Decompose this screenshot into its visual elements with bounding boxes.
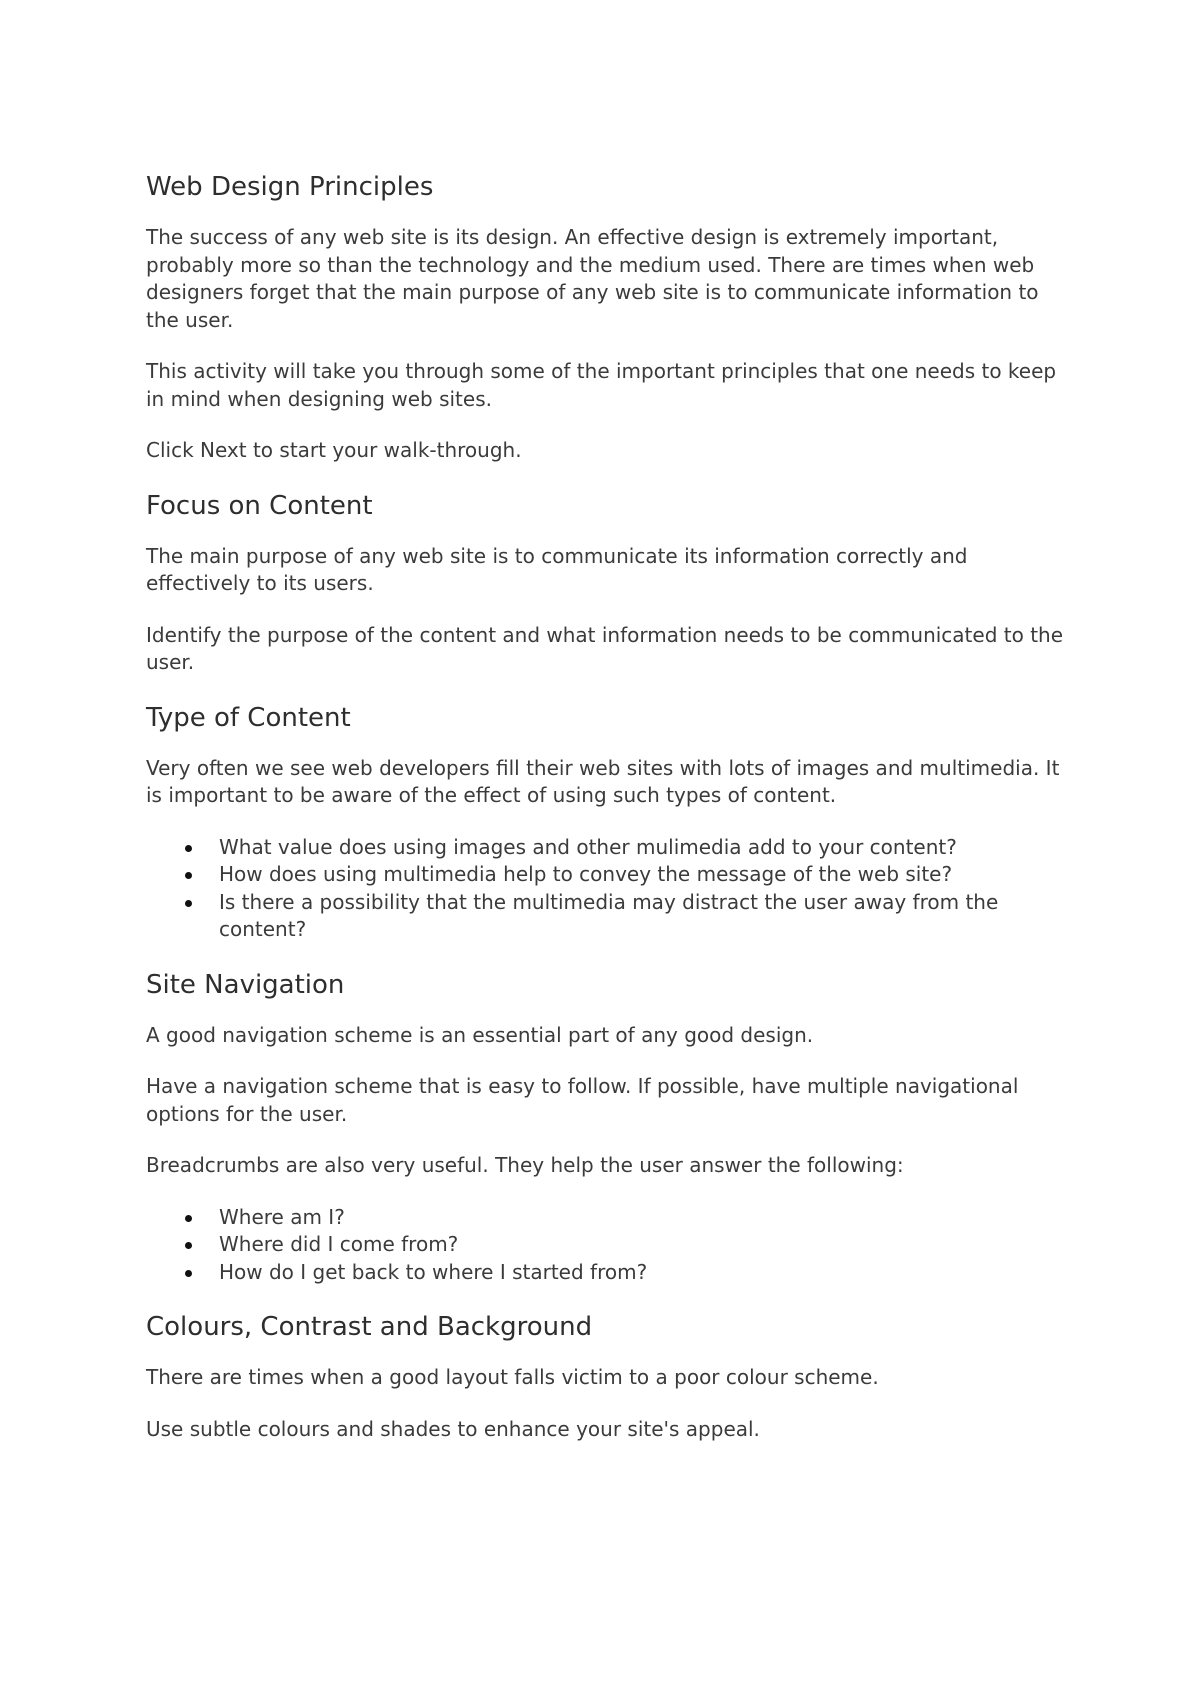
list-item: Where am I? bbox=[219, 1204, 1066, 1232]
section-focus-on-content bbox=[146, 489, 1066, 677]
section-web-design-principles bbox=[146, 170, 1066, 465]
list-item: How does using multimedia help to convey the message of the web site? bbox=[219, 861, 1066, 889]
list-item: How do I get back to where I started from? bbox=[219, 1259, 1066, 1287]
section-heading: Focus on Content bbox=[146, 490, 373, 521]
paragraph: Very often we see web developers fill their web sites with lots of images and multimedia. It is important to be aware of the effect of using such types of content. bbox=[146, 755, 1060, 807]
paragraph: Have a navigation scheme that is easy to follow. If possible, have multiple navigational options for the user. bbox=[146, 1074, 1019, 1126]
paragraph: Identify the purpose of the content and what information needs to be communicated to the user. bbox=[146, 622, 1064, 674]
paragraph: Use subtle colours and shades to enhance your site's appeal. bbox=[146, 1416, 760, 1441]
document-page bbox=[146, 170, 1066, 1467]
paragraph: The main purpose of any web site is to communicate its information correctly and effectively to its users. bbox=[146, 543, 968, 595]
section-heading: Type of Content bbox=[146, 702, 351, 733]
paragraph: A good navigation scheme is an essential part of any good design. bbox=[146, 1022, 814, 1047]
section-site-navigation bbox=[146, 968, 1066, 1287]
bullet-list bbox=[146, 1204, 1066, 1287]
paragraph: Click Next to start your walk-through. bbox=[146, 438, 522, 462]
paragraph: The success of any web site is its design. An effective design is extremely important, probably more so than the technology and the medium used. There are times when web designers forget that the main purpose of any web site is to communicate information to the user. bbox=[146, 225, 1039, 332]
paragraph: This activity will take you through some of the important principles that one needs to keep in mind when designing web sites. bbox=[146, 359, 1057, 411]
section-heading: Colours, Contrast and Background bbox=[146, 1312, 593, 1342]
bullet-list bbox=[146, 834, 1066, 944]
section-heading: Site Navigation bbox=[146, 969, 345, 1000]
paragraph: Breadcrumbs are also very useful. They help the user answer the following: bbox=[146, 1153, 904, 1177]
list-item: Is there a possibility that the multimedia may distract the user away from the content? bbox=[219, 889, 1066, 944]
list-item: Where did I come from? bbox=[219, 1231, 1066, 1259]
section-type-of-content bbox=[146, 701, 1066, 944]
list-item: What value does using images and other mulimedia add to your content? bbox=[219, 834, 1066, 862]
section-heading: Web Design Principles bbox=[146, 172, 434, 202]
paragraph: There are times when a good layout falls victim to a poor colour scheme. bbox=[146, 1365, 879, 1389]
section-colours-contrast-background bbox=[146, 1310, 1066, 1443]
